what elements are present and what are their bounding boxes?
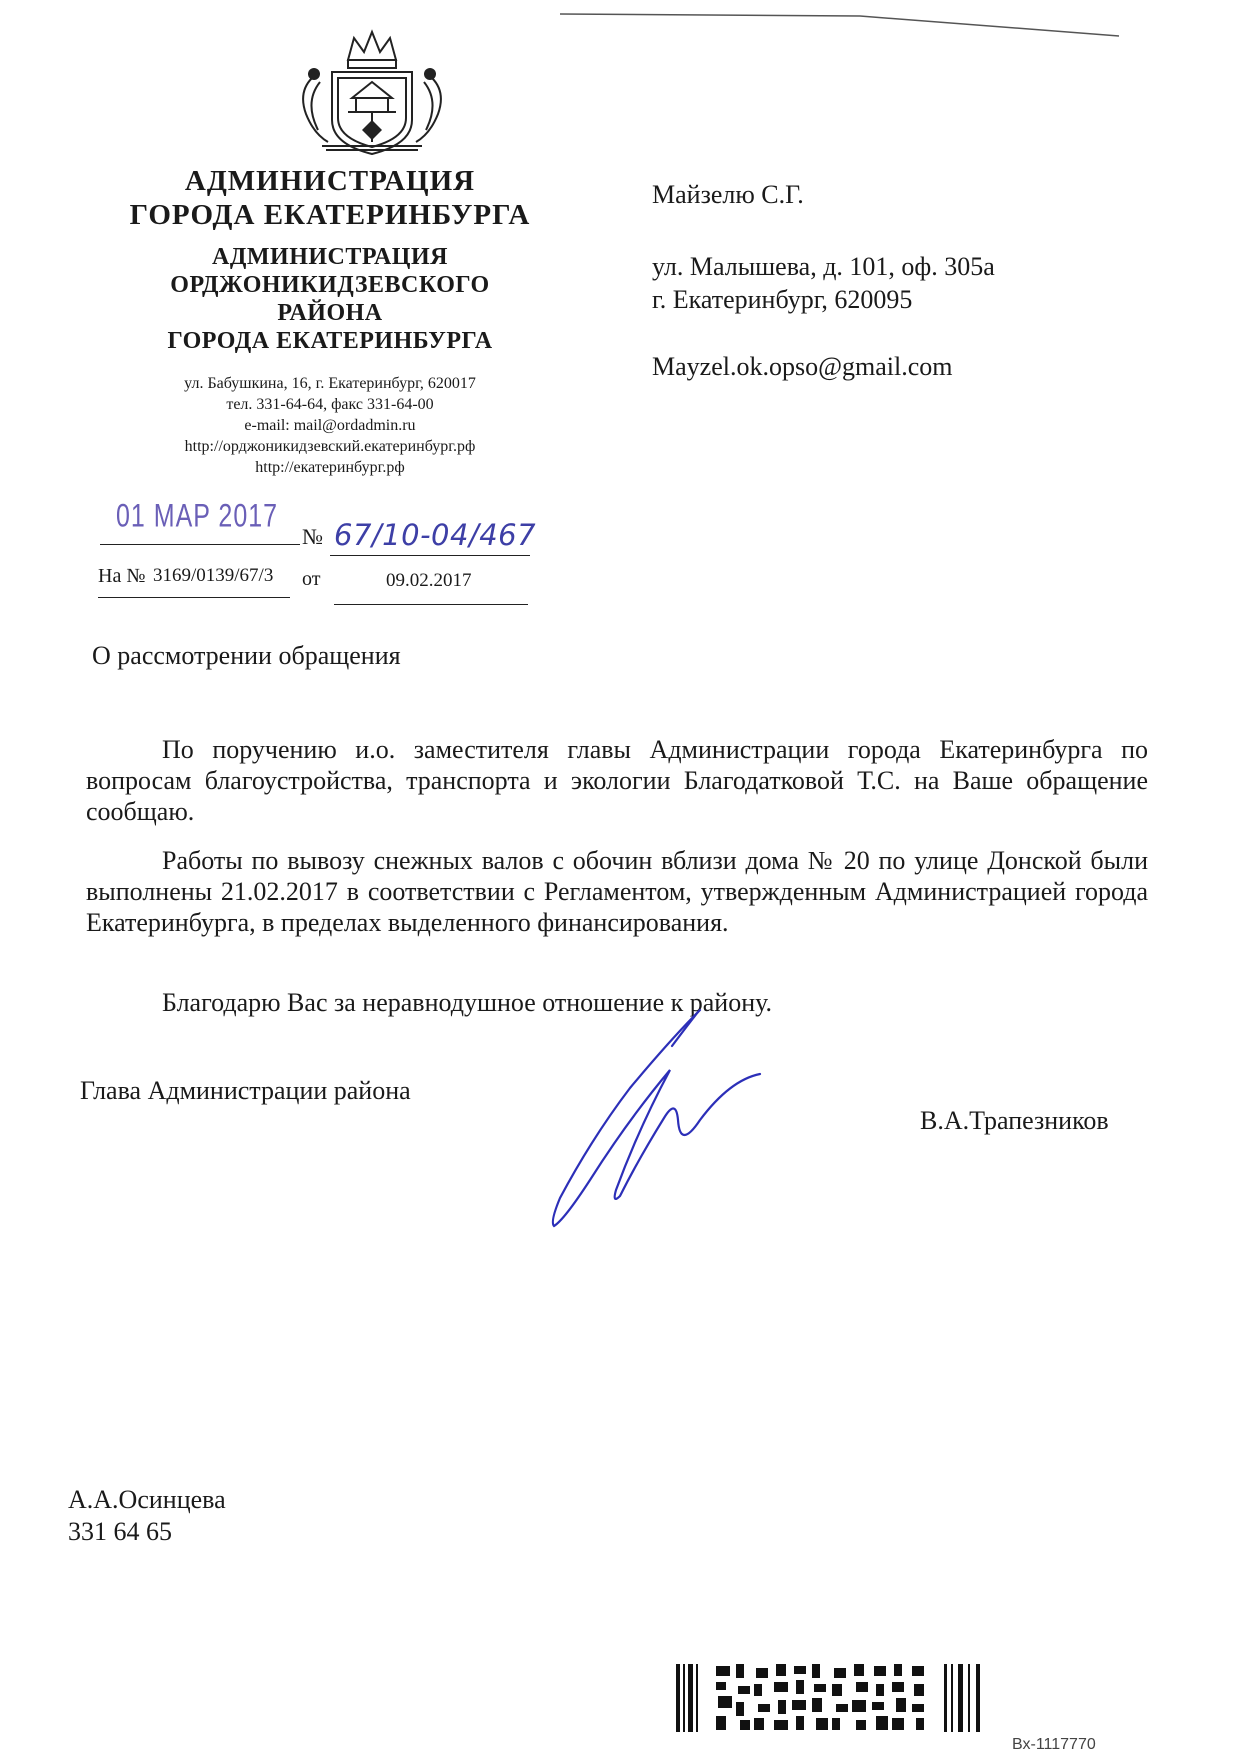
city-admin-title: ГОРОДА ЕКАТЕРИНБУРГА xyxy=(129,199,531,231)
reply-number: 3169/0139/67/3 xyxy=(153,565,274,586)
handwritten-signature xyxy=(520,1000,790,1240)
reply-prefix: На № xyxy=(98,565,146,587)
recipient-email: Mayzel.ok.opso@gmail.com xyxy=(652,352,953,381)
district-admin-title: ОРДЖОНИКИДЗЕВСКОГО xyxy=(170,272,490,298)
district-admin-title: АДМИНИСТРАЦИЯ xyxy=(212,244,448,270)
document-barcode-icon xyxy=(672,1660,1002,1736)
reply-date-underline xyxy=(334,604,528,605)
district-admin-title: ГОРОДА ЕКАТЕРИНБУРГА xyxy=(167,328,493,354)
recipient-name: Майзелю С.Г. xyxy=(652,180,804,209)
body-paragraph: По поручению и.о. заместителя главы Администрации города Екатеринбурга по вопросам благоустройства, транспорта и экологии Благодатковой Т.С. на Ваше обращение сообщаю. xyxy=(86,735,1148,826)
sender-phone: тел. 331-64-64, факс 331-64-00 xyxy=(226,396,434,413)
city-admin-title: АДМИНИСТРАЦИЯ xyxy=(184,165,476,197)
executor-name: А.А.Осинцева xyxy=(68,1485,226,1514)
reply-date: 09.02.2017 xyxy=(386,570,472,591)
sender-website: http://екатеринбург.рф xyxy=(255,459,405,476)
district-admin-title: РАЙОНА xyxy=(277,300,383,326)
executor-phone: 331 64 65 xyxy=(68,1517,172,1546)
signatory-role: Глава Администрации района xyxy=(80,1076,411,1105)
date-underline xyxy=(100,544,300,545)
number-underline xyxy=(330,555,530,556)
incoming-reference: Вх-1117770 xyxy=(1012,1736,1096,1753)
registration-date-stamp: 01 MAP 2017 xyxy=(116,498,279,535)
coat-of-arms-icon xyxy=(262,22,482,160)
recipient-city: г. Екатеринбург, 620095 xyxy=(652,285,913,314)
scan-edge-line xyxy=(560,12,1120,38)
sender-email: e-mail: mail@ordadmin.ru xyxy=(244,417,416,434)
body-paragraph: Работы по вывозу снежных валов с обочин вблизи дома № 20 по улице Донской были выполнены 21.02.2017 в соответствии с Регламентом, утвержденным Администрацией города Екатеринбурга, в пределах выделенного финансирования. xyxy=(86,846,1148,937)
outgoing-number-handwritten: 67/10-04/467 xyxy=(334,518,537,552)
body-paragraph: Благодарю Вас за неравнодушное отношение к району. xyxy=(162,988,773,1017)
sender-website: http://орджоникидзевский.екатеринбург.рф xyxy=(184,438,476,455)
recipient-street: ул. Малышева, д. 101, оф. 305а xyxy=(652,252,995,281)
letter-subject: О рассмотрении обращения xyxy=(92,641,401,670)
number-sign: № xyxy=(302,524,323,549)
from-word: от xyxy=(302,568,321,590)
sender-address: ул. Бабушкина, 16, г. Екатеринбург, 620017 xyxy=(184,375,476,392)
reply-underline xyxy=(98,597,290,598)
sender-contacts xyxy=(100,373,560,478)
signatory-name: В.А.Трапезников xyxy=(920,1106,1109,1135)
